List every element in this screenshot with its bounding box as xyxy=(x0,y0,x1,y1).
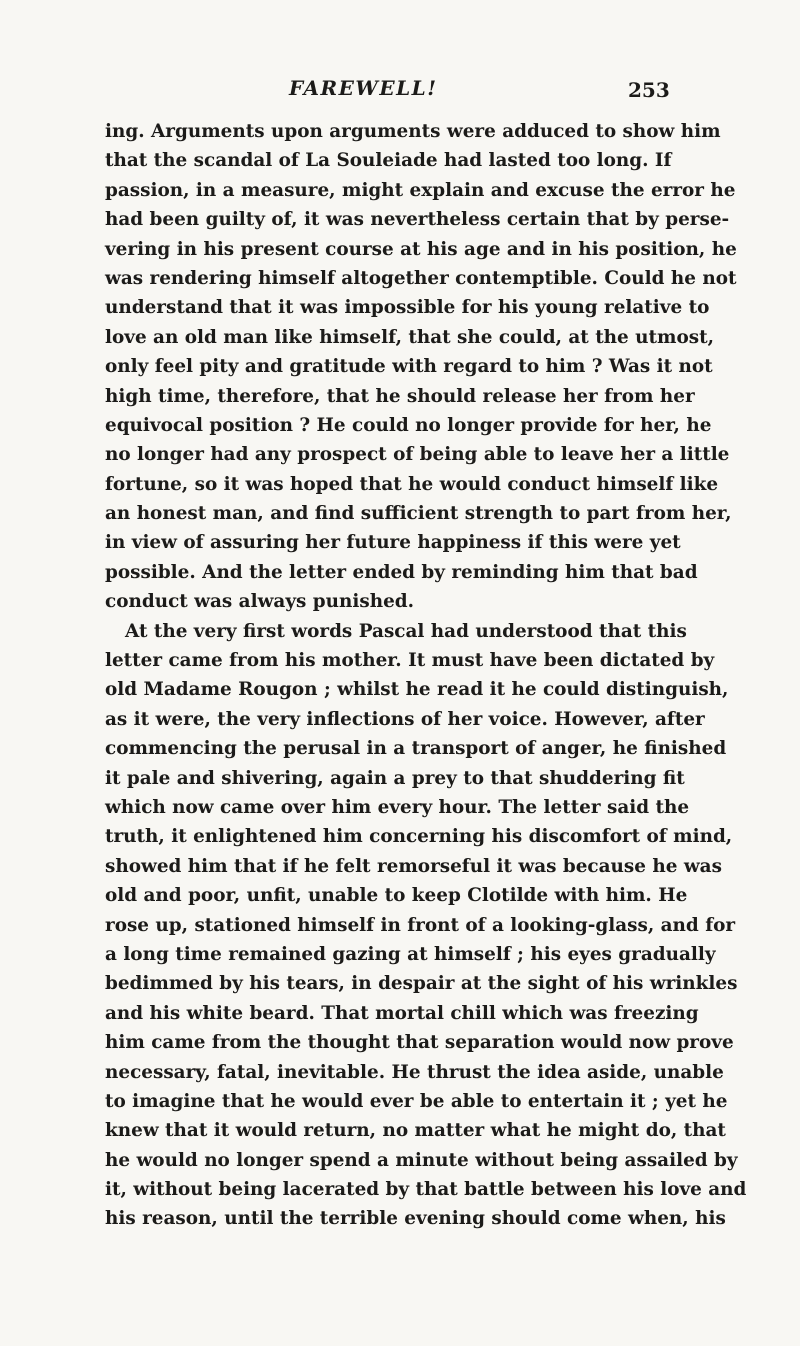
text-line: it pale and shivering, again a prey to that shuddering fit xyxy=(105,767,685,789)
running-head xyxy=(0,76,800,106)
text-line: passion, in a measure, might explain and excuse the error he xyxy=(105,179,736,201)
text-line: love an old man like himself, that she could, at the utmost, xyxy=(105,326,715,348)
body-text xyxy=(105,117,747,1234)
text-line: old Madame Rougon ; whilst he read it he could distinguish, xyxy=(105,679,729,701)
text-line: vering in his present course at his age and in his position, he xyxy=(105,238,737,260)
text-line: truth, it enlightened him concerning his discomfort of mind, xyxy=(105,826,733,848)
text-line: bedimmed by his tears, in despair at the sight of his wrinkles xyxy=(105,973,738,995)
text-line: commencing the perusal in a transport of anger, he finished xyxy=(105,738,727,760)
text-line: ing. Arguments upon arguments were adduced to show him xyxy=(105,121,721,142)
text-line: no longer had any prospect of being able to leave her a little xyxy=(105,444,730,466)
text-line: a long time remained gazing at himself ; his eyes gradually xyxy=(105,943,716,965)
text-line: high time, therefore, that he should release her from her xyxy=(105,385,695,407)
text-line: it, without being lacerated by that battle between his love and xyxy=(105,1179,747,1201)
text-line: which now came over him every hour. The letter said the xyxy=(105,796,690,818)
text-line: his reason, until the terrible evening should come when, his xyxy=(105,1208,726,1230)
text-line: as it were, the very inflections of her voice. However, after xyxy=(105,708,705,730)
text-line: letter came from his mother. It must have been dictated by xyxy=(105,650,715,672)
text-line: knew that it would return, no matter what he might do, that xyxy=(105,1120,726,1142)
text-line: rose up, stationed himself in front of a looking-glass, and for xyxy=(105,914,736,936)
text-line: an honest man, and find sufficient strength to part from her, xyxy=(105,503,732,525)
running-title: FAREWELL! xyxy=(289,76,438,100)
text-line: only feel pity and gratitude with regard to him ? Was it not xyxy=(105,356,713,378)
text-line: in view of assuring her future happiness if this were yet xyxy=(105,532,681,554)
text-line: possible. And the letter ended by reminding him that bad xyxy=(105,561,698,583)
text-line: that the scandal of La Souleiade had lasted too long. If xyxy=(105,150,672,172)
paragraph-start-line: At the very first words Pascal had understood that this xyxy=(125,620,687,642)
text-line: necessary, fatal, inevitable. He thrust the idea aside, unable xyxy=(105,1061,724,1083)
text-line: fortune, so it was hoped that he would conduct himself like xyxy=(105,473,719,495)
text-line: understand that it was impossible for his young relative to xyxy=(105,297,710,319)
text-line: and his white beard. That mortal chill which was freezing xyxy=(105,1002,699,1024)
page-number: 253 xyxy=(628,78,670,102)
text-line: him came from the thought that separation would now prove xyxy=(105,1032,734,1054)
text-line: had been guilty of, it was nevertheless certain that by perse- xyxy=(105,209,730,231)
text-line: equivocal position ? He could no longer provide for her, he xyxy=(105,414,712,436)
text-line: to imagine that he would ever be able to entertain it ; yet he xyxy=(105,1090,728,1112)
paragraph-end-line: conduct was always punished. xyxy=(105,591,415,613)
text-line: old and poor, unfit, unable to keep Clotilde with him. He xyxy=(105,885,688,907)
text-line: showed him that if he felt remorseful it was because he was xyxy=(105,855,722,877)
text-line: was rendering himself altogether contemptible. Could he not xyxy=(105,267,737,289)
text-line: he would no longer spend a minute without being assailed by xyxy=(105,1149,738,1171)
